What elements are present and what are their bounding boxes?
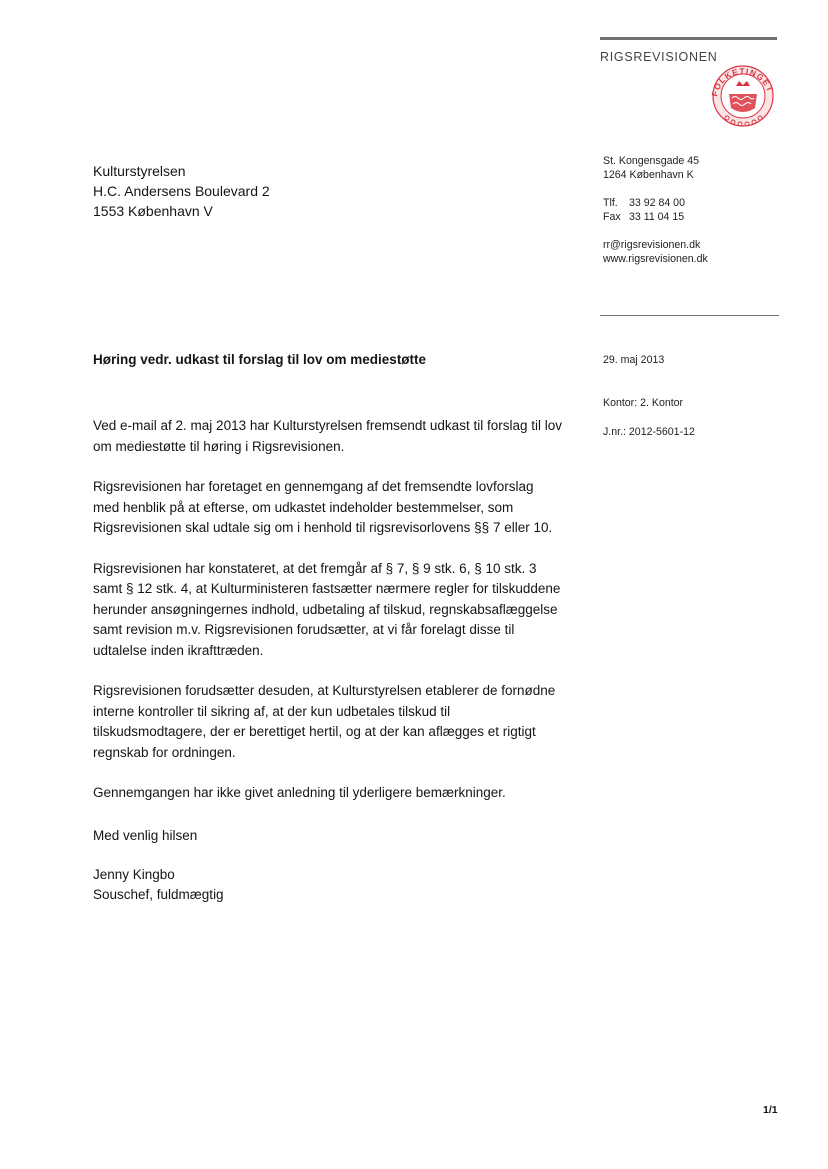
office-label: Kontor: 2. Kontor — [603, 397, 684, 409]
letter-date: 29. maj 2013 — [603, 354, 665, 366]
sender-phone-block — [603, 197, 685, 224]
sender-address — [603, 155, 699, 182]
body-paragraph-4: Rigsrevisionen forudsætter desuden, at Kulturstyrelsen etablerer de fornødne interne kontroller til sikring af, at der kun udbetales tilskud til tilskudsmodtagere, der er berettiget hertil, og at der kan aflægges et rigtigt regnskab for ordningen. — [93, 683, 556, 760]
folketinget-seal-logo — [705, 60, 781, 128]
phone-line — [603, 197, 685, 211]
organization-name: RIGSREVISIONEN — [600, 50, 718, 64]
signatory-title: Souschef, fuldmægtig — [93, 887, 224, 902]
letter-body — [93, 416, 563, 824]
recipient-name: Kulturstyrelsen — [93, 163, 186, 179]
svg-text:FOLKETINGET: FOLKETINGET — [710, 66, 775, 98]
body-paragraph-5: Gennemgangen har ikke givet anledning til yderligere bemærkninger. — [93, 785, 506, 800]
fax-number: 33 11 04 15 — [629, 210, 685, 223]
recipient-address — [93, 161, 270, 221]
recipient-street: H.C. Andersens Boulevard 2 — [93, 183, 270, 199]
sender-street: St. Kongensgade 45 — [603, 155, 700, 167]
sender-website[interactable]: www.rigsrevisionen.dk — [603, 252, 708, 265]
fax-label: Fax — [603, 210, 621, 223]
header-rule — [600, 37, 777, 40]
sender-contact — [603, 239, 708, 266]
body-paragraph-3: Rigsrevisionen har konstateret, at det fremgår af § 7, § 9 stk. 6, § 10 stk. 3 samt § 12 stk. 4, at Kulturministeren fastsætter nærmere regler for tilskuddene herunder ansøgningernes indhold, udbetaling af tilskud, regnskabsaflæggelse samt revision m.v. Rigsrevisionen forudsætter, at vi får forelagt disse til udtalelse inden ikrafttræden. — [93, 560, 561, 658]
signatory-name: Jenny Kingbo — [93, 867, 175, 882]
sender-email[interactable]: rr@rigsrevisionen.dk — [603, 239, 701, 251]
phone-number: 33 92 84 00 — [629, 197, 685, 209]
body-paragraph-1: Ved e-mail af 2. maj 2013 har Kulturstyrelsen fremsendt udkast til forslag til lov om mediestøtte til høring i Rigsrevisionen. — [93, 418, 562, 454]
recipient-city: 1553 København V — [93, 203, 213, 219]
body-paragraph-2: Rigsrevisionen har foretaget en gennemgang af det fremsendte lovforslag med henblik på at efterse, om udkastet indeholder bestemmelser, som Rigsrevisionen skal udtale sig om i henhold til rigsrevisorlovens §§ 7 eller 10. — [93, 479, 553, 535]
page-number: 1/1 — [763, 1104, 778, 1116]
journal-number: J.nr.: 2012-5601-12 — [603, 426, 695, 438]
sender-city: 1264 København K — [603, 168, 694, 181]
signature-block — [93, 865, 224, 905]
phone-label: Tlf. — [603, 197, 618, 209]
letter-subject: Høring vedr. udkast til forslag til lov om mediestøtte — [93, 352, 427, 367]
sidebar-divider — [600, 315, 779, 316]
closing-greeting: Med venlig hilsen — [93, 828, 198, 843]
fax-line — [603, 211, 685, 225]
